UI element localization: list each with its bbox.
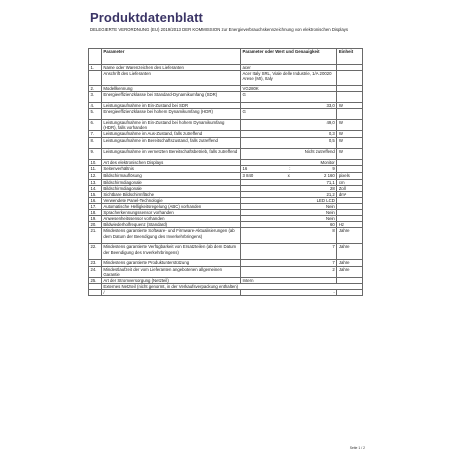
row-unit — [337, 289, 363, 295]
row-value: Monitor — [240, 159, 336, 165]
row-parameter: Leistungsaufnahme im Ein-Zustand bei hohem Dynamikumfang (HDR), falls vorhanden — [101, 120, 240, 131]
row-parameter: Anwesenheitssensor vorhanden — [101, 216, 240, 222]
page-title: Produktdatenblatt — [90, 10, 203, 25]
header-unit: Einheit — [337, 49, 363, 65]
row-value: 2 — [240, 266, 336, 277]
table-row — [89, 71, 363, 86]
row-value: Nein — [240, 204, 336, 210]
row-value: Intern — [240, 277, 336, 283]
row-parameter: Spracherkennungssensor vorhanden — [101, 210, 240, 216]
table-row — [89, 165, 363, 172]
row-value: 28 — [240, 185, 336, 191]
table-row — [89, 266, 363, 277]
row-number: 8. — [89, 137, 102, 148]
row-parameter: / — [101, 289, 240, 295]
row-value: Nein — [240, 210, 336, 216]
row-parameter: Mindestens garantierte Software- und Firmware-Aktualisierungen (ab dem Datum der Beendigung des Inverkehrbringens) — [101, 228, 240, 244]
row-number: 3. — [89, 92, 102, 103]
row-number: 6. — [89, 120, 102, 131]
row-value: G — [240, 92, 336, 103]
row-unit: Jahre — [337, 260, 363, 266]
row-parameter: Leistungsaufnahme im vernetzten Bereitschaftsbetrieb, falls zutreffend — [101, 148, 240, 159]
row-unit: W — [337, 120, 363, 131]
row-number: 22. — [89, 244, 102, 260]
row-unit: Jahre — [337, 244, 363, 260]
header-number — [89, 49, 102, 65]
row-number: 10. — [89, 159, 102, 165]
row-number: 21. — [89, 228, 102, 244]
row-value-part: : — [289, 165, 291, 171]
row-unit: pixels — [337, 172, 363, 179]
row-parameter: Art der Stromversorgung (Netzteil) — [101, 277, 240, 283]
row-unit: W — [337, 148, 363, 159]
row-parameter: Leistungsaufnahme im Bereitschaftszustand, falls zutreffend — [101, 137, 240, 148]
row-parameter: Mindestens garantierte Produktunterstützung — [101, 260, 240, 266]
row-unit — [337, 109, 363, 120]
table-row — [89, 148, 363, 159]
row-unit: Hz — [337, 222, 363, 228]
row-unit: W — [337, 137, 363, 148]
row-value: acer — [240, 65, 336, 71]
row-value: 7 — [240, 244, 336, 260]
row-unit: Zoll — [337, 185, 363, 191]
row-parameter: Bildschirmdiagonale — [101, 185, 240, 191]
row-parameter: Seitenverhältnis — [101, 165, 240, 172]
row-number: 4. — [89, 103, 102, 109]
row-unit: dm² — [337, 191, 363, 197]
row-parameter: Bildwiederholfrequenz (Standard) — [101, 222, 240, 228]
row-value: 8 — [240, 228, 336, 244]
row-value-part: 9 — [332, 165, 335, 171]
row-unit: cm — [337, 179, 363, 185]
row-value: Nein — [240, 216, 336, 222]
product-data-sheet — [82, 3, 369, 452]
table-row — [89, 244, 363, 260]
table-row — [89, 289, 363, 295]
row-number: 23. — [89, 260, 102, 266]
row-number: 25. — [89, 277, 102, 283]
row-value: 21,2 — [240, 191, 336, 197]
row-unit: W — [337, 103, 363, 109]
row-number — [89, 289, 102, 295]
row-value: 33,0 — [240, 103, 336, 109]
header-parameter: Parameter — [101, 49, 240, 65]
row-parameter: Mindestens garantierte Verfügbarkeit von Ersatzteilen (ab dem Datum der Beendigung des Inverkehrbringens) — [101, 244, 240, 260]
row-value — [240, 165, 336, 172]
row-value — [240, 172, 336, 179]
row-number: 5. — [89, 109, 102, 120]
row-value: 49,0 — [240, 120, 336, 131]
table-row — [89, 228, 363, 244]
row-number: 15. — [89, 191, 102, 197]
row-value-part: x — [287, 172, 290, 178]
row-value: 7 — [240, 260, 336, 266]
row-number: 12. — [89, 172, 102, 179]
regulation-text: DELEGIERTE VERORDNUNG (EU) 2019/2013 DER KOMMISSION zur Energieverbrauchskennzeichnung von elektronischen Displays — [90, 27, 349, 32]
row-unit — [337, 71, 363, 86]
row-value: 71,1 — [240, 179, 336, 185]
row-number: 16. — [89, 197, 102, 203]
row-parameter: Bildschirmauflösung — [101, 172, 240, 179]
page-number: Seite 1 / 2 — [349, 446, 365, 450]
row-value: VG280K — [240, 86, 336, 92]
row-number: 11. — [89, 165, 102, 172]
row-number: 17. — [89, 204, 102, 210]
row-parameter: Leistungsaufnahme im Ein-Zustand bei SDR — [101, 103, 240, 109]
row-parameter: Automatische Helligkeitsregelung (ABC) vorhanden — [101, 204, 240, 210]
row-number: 9. — [89, 148, 102, 159]
row-unit — [337, 165, 363, 172]
row-unit: Jahre — [337, 228, 363, 244]
data-table — [88, 48, 363, 296]
row-value-part: 3 840 — [242, 172, 254, 178]
row-number: 24. — [89, 266, 102, 277]
row-number: 2. — [89, 86, 102, 92]
row-value: Nicht zutreffend — [240, 148, 336, 159]
row-unit: W — [337, 131, 363, 137]
table-row — [89, 120, 363, 131]
row-number: 18. — [89, 210, 102, 216]
row-value: LED LCD — [240, 197, 336, 203]
table-header-row — [89, 49, 363, 65]
table-row — [89, 137, 363, 148]
row-parameter: Energieeffizienzklasse bei Standard-Dynamikumfang (SDR) — [101, 92, 240, 103]
row-unit: Jahre — [337, 266, 363, 277]
row-value: G — [240, 109, 336, 120]
table-row — [89, 92, 363, 103]
row-parameter: Bildschirmdiagonale — [101, 179, 240, 185]
row-parameter: Leistungsaufnahme im Aus-Zustand, falls zutreffend — [101, 131, 240, 137]
row-value-part: 16 — [242, 165, 248, 171]
row-number: 14. — [89, 185, 102, 191]
row-parameter: Sichtbare Bildschirmfläche — [101, 191, 240, 197]
row-value: 0,3 — [240, 131, 336, 137]
row-unit — [337, 92, 363, 103]
row-value: 60 — [240, 222, 336, 228]
row-value-part: 2 160 — [324, 172, 335, 178]
row-number: 20. — [89, 222, 102, 228]
row-parameter: Mindestlaufzeit der vom Lieferanten angebotenen allgemeinen Garantie — [101, 266, 240, 277]
row-parameter: Verwendete Panel-Technologie — [101, 197, 240, 203]
row-parameter: Modellkennung — [101, 86, 240, 92]
row-parameter: Name oder Warenzeichen des Lieferanten — [101, 65, 240, 71]
row-parameter: Art des elektronischen Displays — [101, 159, 240, 165]
table-row — [89, 109, 363, 120]
row-number: 13. — [89, 179, 102, 185]
table-row — [89, 172, 363, 179]
row-number: 19. — [89, 216, 102, 222]
row-number: 7. — [89, 131, 102, 137]
row-number: 1. — [89, 65, 102, 71]
row-value: 0,5 — [240, 137, 336, 148]
row-parameter: Externes Netzteil (nicht genormt, in der Verkaufsverpackung enthalten) — [101, 283, 362, 289]
row-value: Acer Italy SRL, Viale delle Industrie, 1/A 20020 Arese (MI), Italy — [240, 71, 336, 86]
row-parameter: Energieeffizienzklasse bei hohem Dynamikumfang (HDR) — [101, 109, 240, 120]
row-parameter: Anschrift des Lieferanten — [101, 71, 240, 86]
row-value: - — [240, 289, 336, 295]
header-value: Parameter oder Wert und Genauigkeit — [240, 49, 336, 65]
row-number — [89, 71, 102, 86]
